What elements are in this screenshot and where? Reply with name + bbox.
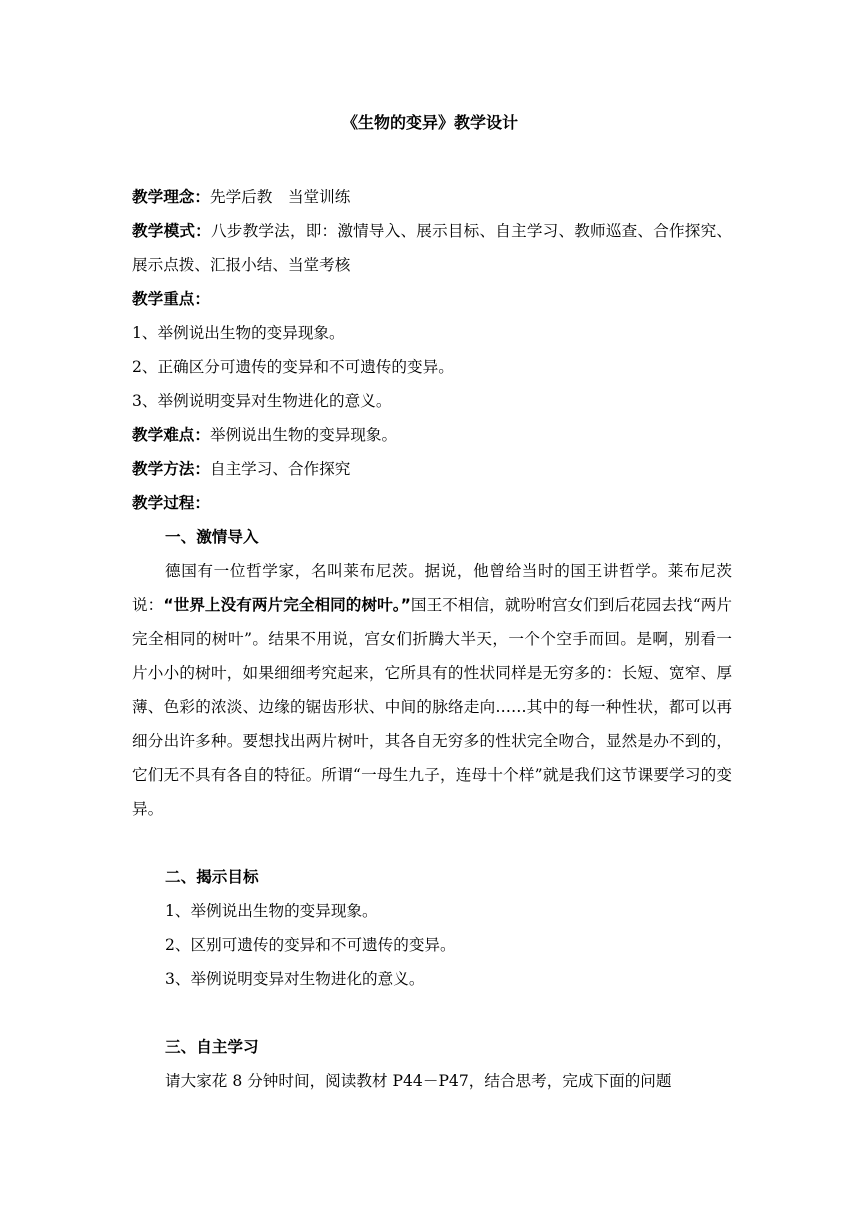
intro-text-b: 国王不相信，就吩咐宫女们到后花园去找“两片完全相同的树叶”。结果不用说，宫女们折腾大半天，一个个空手而回。是啊，别看一片小小的树叶，如果细细考究起来，它所具有的性状同样是无穷多的：长短、宽窄、厚薄、色彩的浓淡、边缘的锯齿形状、中间的脉络走向……其中的每一种性状，都可以再细分出许多种。要想找出两片树叶，其各自无穷多的性状完全吻合，显然是办不到的，它们无不具有各自的特征。所谓“一母生九子，连母十个样”就是我们这节课要学习的变异。 [132, 596, 732, 818]
goal-item: 2、区别可遗传的变异和不可遗传的变异。 [165, 936, 456, 954]
key-points-label: 教学重点： [132, 290, 210, 308]
teaching-difficulty-label: 教学难点： [132, 426, 210, 444]
teaching-method-value: 自主学习、合作探究 [209, 460, 351, 478]
spacer [132, 996, 732, 1030]
intro-quote: “世界上没有两片完全相同的树叶。” [163, 596, 411, 614]
teaching-difficulty-value: 举例说出生物的变异现象。 [209, 426, 398, 444]
key-point-item: 2、正确区分可遗传的变异和不可遗传的变异。 [132, 358, 454, 376]
intro-paragraph [132, 554, 732, 826]
spacer [132, 826, 732, 860]
goal-item: 3、举例说明变异对生物进化的意义。 [165, 970, 425, 988]
teaching-concept [132, 180, 732, 214]
teaching-process-label: 教学过程： [132, 494, 210, 512]
teaching-method [132, 452, 732, 486]
teaching-concept-value: 先学后教 当堂训练 [209, 188, 351, 206]
goal-item: 1、举例说出生物的变异现象。 [165, 902, 378, 920]
teaching-concept-label: 教学理念： [132, 188, 210, 206]
section-heading-intro: 一、激情导入 [165, 528, 259, 546]
document-title: 《生物的变异》教学设计 [341, 113, 518, 132]
intro-text-a: 德国有一位哲学家，名叫莱布尼茨。据说，他曾给当时的国王讲哲学。莱布尼茨说： [132, 562, 732, 614]
teaching-difficulty [132, 418, 732, 452]
teaching-mode-value: 八步教学法，即：激情导入、展示目标、自主学习、教师巡查、合作探究、展示点拨、汇报小结、当堂考核 [132, 222, 732, 274]
key-point-item: 3、举例说明变异对生物进化的意义。 [132, 392, 392, 410]
section-heading-self-study: 三、自主学习 [165, 1038, 259, 1056]
key-point-item: 1、举例说出生物的变异现象。 [132, 324, 345, 342]
section-heading-goals: 二、揭示目标 [165, 868, 259, 886]
teaching-mode-label: 教学模式： [132, 222, 211, 240]
teaching-mode [132, 214, 732, 282]
self-study-text: 请大家花 8 分钟时间，阅读教材 P44－P47，结合思考，完成下面的问题 [165, 1072, 672, 1090]
document-body [132, 180, 732, 1098]
teaching-method-label: 教学方法： [132, 460, 210, 478]
